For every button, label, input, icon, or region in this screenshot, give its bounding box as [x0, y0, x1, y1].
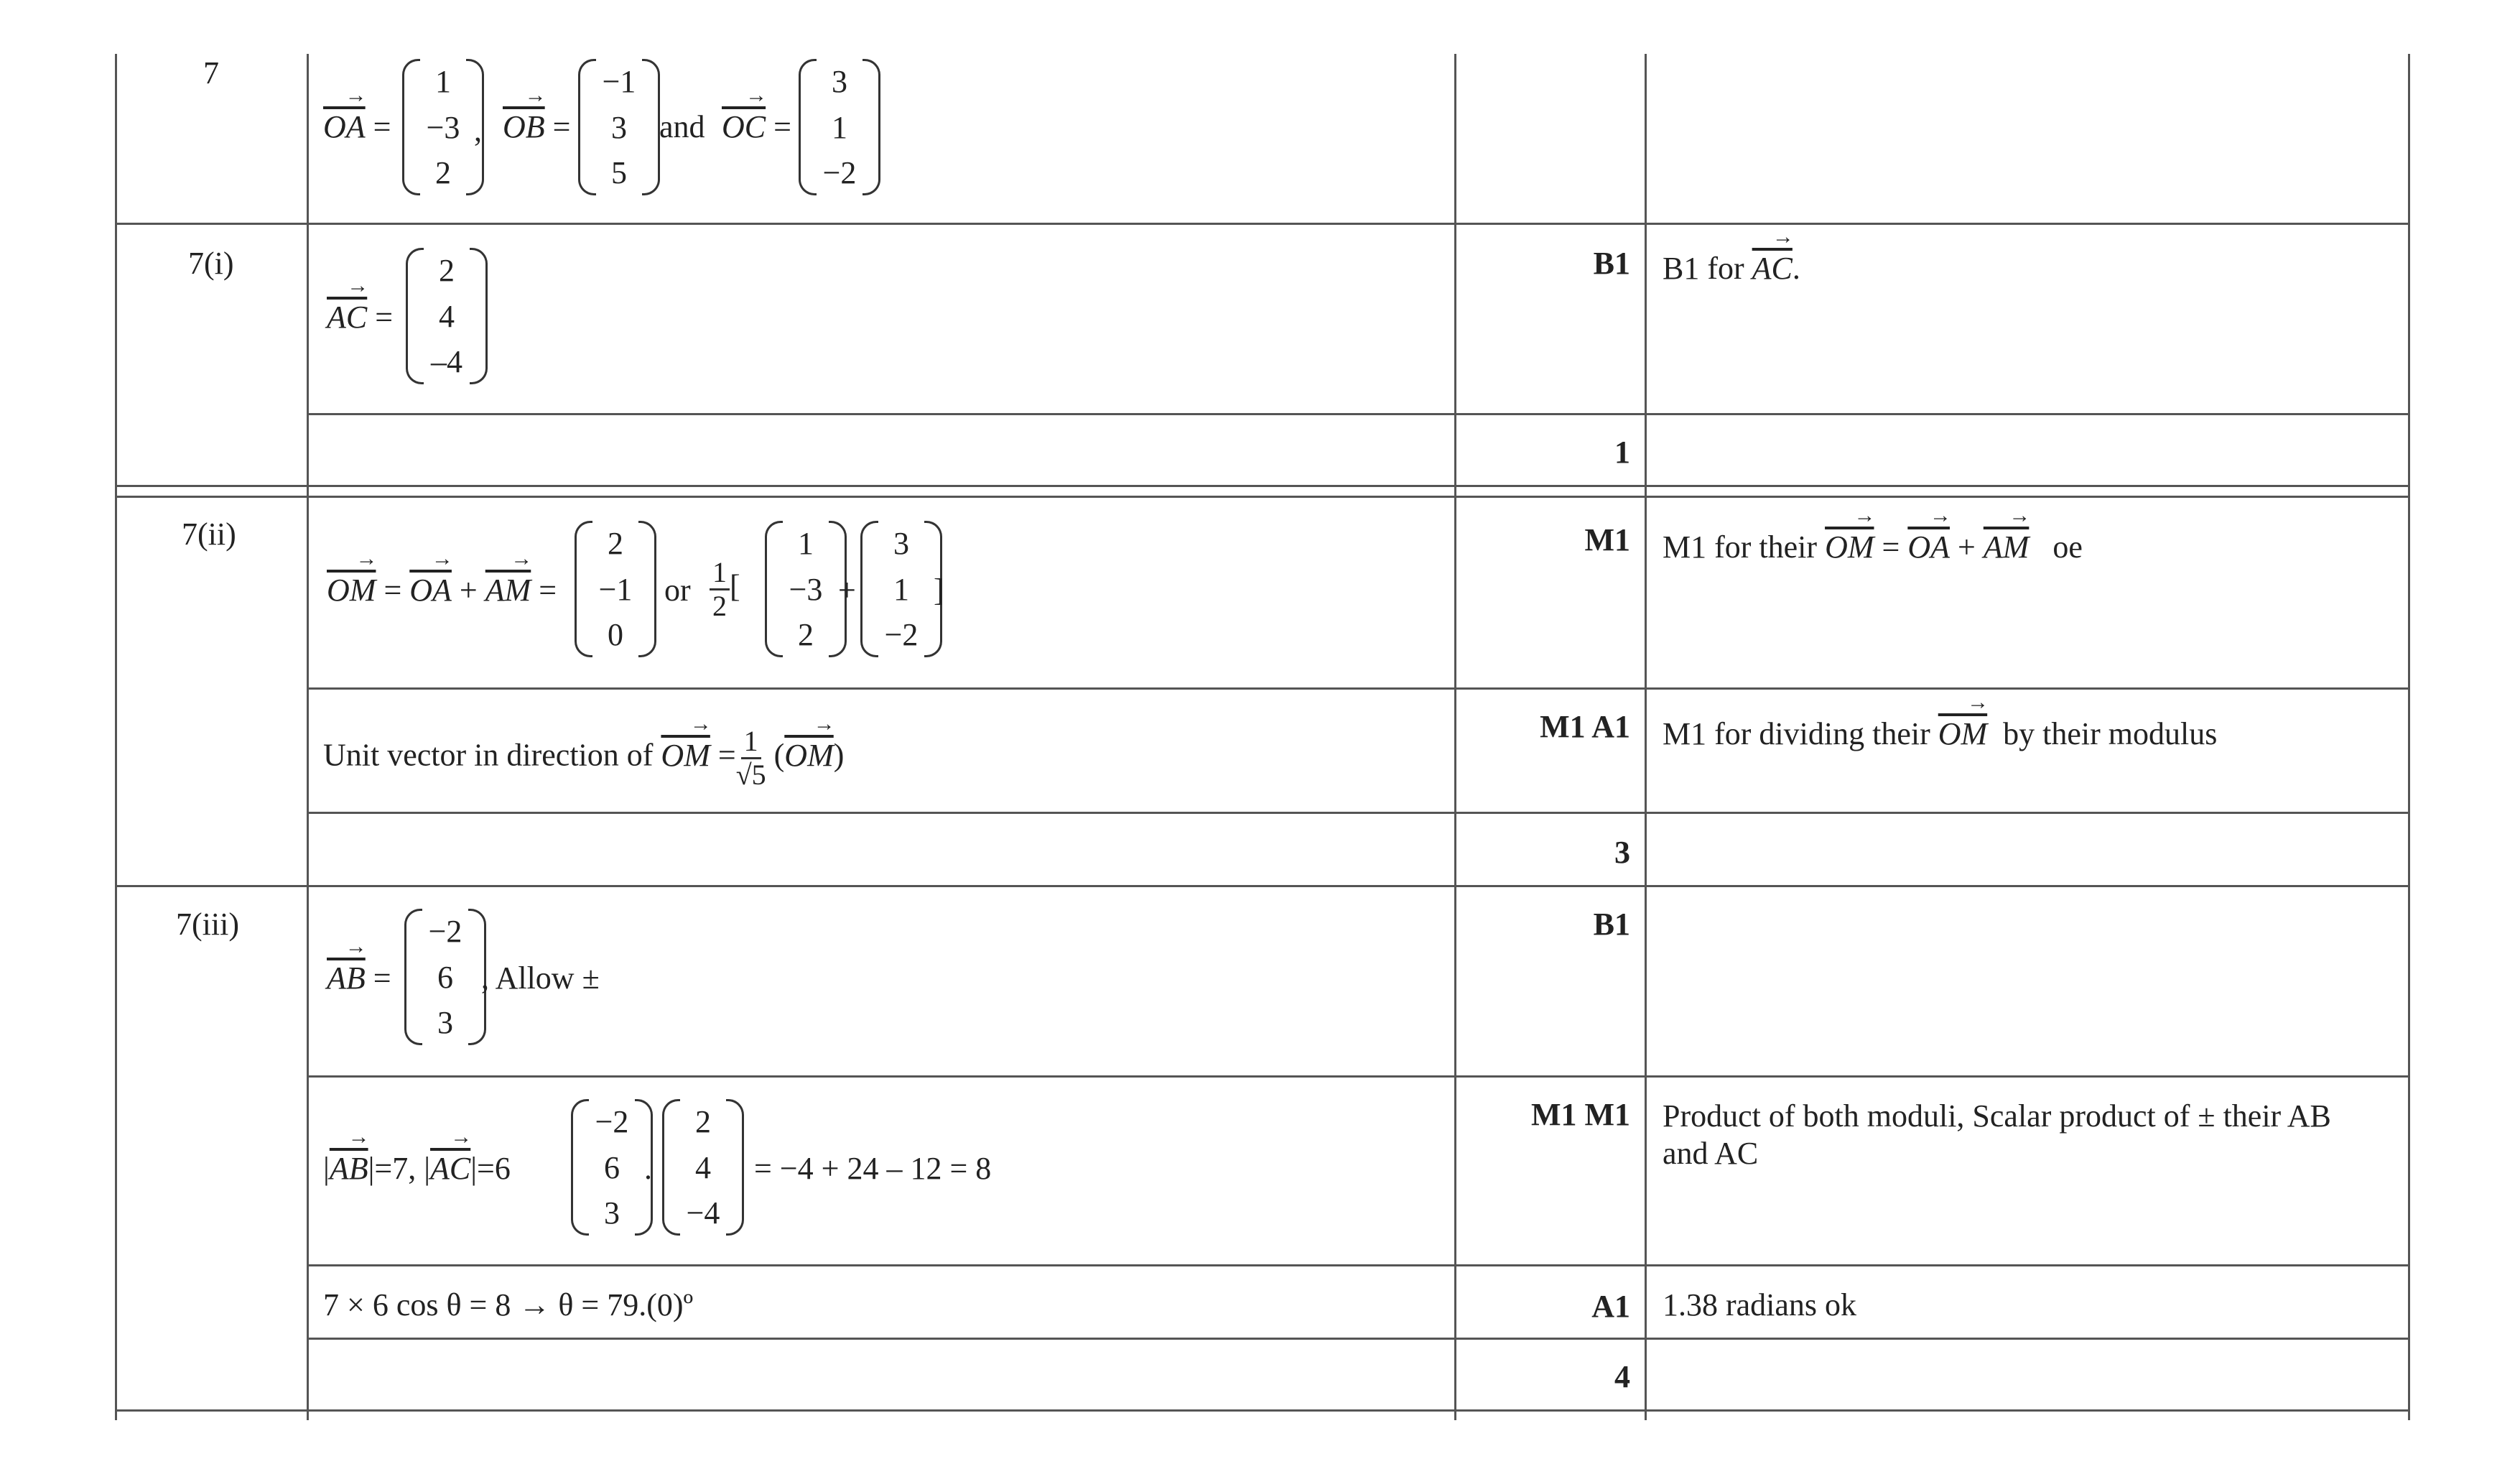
guidance-note: Product of both moduli, Scalar product of ± their AB	[1663, 1098, 2331, 1134]
vector-entry: 3	[604, 1195, 620, 1231]
vector-entry: 3	[832, 64, 847, 99]
vector-entry: −1	[598, 571, 633, 607]
vector-entry: 4	[695, 1149, 711, 1185]
vector-entry: –4	[431, 344, 462, 379]
total-marks: 3	[1614, 835, 1630, 870]
and-word: and	[659, 109, 705, 144]
unit-vector-line: Unit vector in direction of $\overline{OM}$ → = $\frac{1}{√5}$ ($\overline{OM}$ →)	[323, 726, 844, 791]
dot-operator: .	[644, 1151, 652, 1186]
row-divider	[307, 1264, 2410, 1266]
vector-oa-column	[402, 59, 484, 195]
close-bracket: ]	[934, 573, 944, 608]
mark-code: B1	[1593, 246, 1630, 281]
mark-code: B1	[1593, 907, 1630, 942]
vector-entry: 1	[832, 109, 847, 145]
row-divider	[307, 812, 2410, 814]
vector-oc-label: $\overline{OC}$ → =	[722, 111, 791, 143]
total-marks: 1	[1614, 435, 1630, 470]
or-word: or	[664, 573, 691, 608]
row-divider	[115, 223, 2410, 225]
om-equation: $\overline{OM}$ → = $\overline{OA}$ → + $\overline{AM}$ → =	[327, 575, 557, 606]
col-divider	[1454, 54, 1456, 1420]
row-divider	[115, 485, 2410, 487]
vector-entry: −2	[822, 155, 857, 190]
allow-note: , Allow ±	[481, 960, 600, 996]
col-divider	[2408, 54, 2410, 1420]
vector-entry: 2	[798, 617, 814, 652]
vector-ac-column	[406, 248, 488, 384]
vector-ac-name: $\overline{AC}$ →	[327, 300, 367, 335]
vector-entry: 5	[611, 155, 627, 190]
vector-entry: 6	[604, 1149, 620, 1185]
question-label: 7(iii)	[176, 907, 239, 942]
vector-oa-name: $\overline{OA}$ →	[323, 109, 366, 144]
vector-oc-name: $\overline{OC}$ →	[722, 109, 766, 144]
row-divider	[307, 413, 2410, 415]
moduli-line: $|\overline{AB} \to|=7$, $|\overline{AC} \to|=6$	[323, 1153, 511, 1185]
answer-ac: $\overline{AC}$ → =	[327, 302, 393, 333]
dot-result: = −4 + 24 – 12 = 8	[754, 1151, 992, 1186]
row-divider	[307, 1338, 2410, 1340]
dot-vector-a	[571, 1099, 653, 1236]
guidance-note: M1 for dividing their $\overline{OM}$ → by their modulus	[1663, 718, 2217, 750]
vector-entry: 2	[608, 526, 623, 561]
mark-code: A1	[1591, 1289, 1630, 1324]
answer-ab: $\overline{AB}$ → =	[327, 963, 391, 994]
vector-om-column	[575, 521, 656, 657]
col-divider	[307, 54, 309, 1420]
col-divider	[115, 54, 117, 1420]
half-fraction: $\frac{1}{2}$ [	[710, 557, 740, 622]
vector-entry: −2	[428, 914, 462, 949]
vector-ac-name: $\overline{AC}$ →	[1752, 251, 1793, 286]
plus-sign: +	[838, 573, 856, 608]
row-divider	[307, 1075, 2410, 1078]
vector-entry: −2	[884, 617, 919, 652]
total-marks: 4	[1614, 1359, 1630, 1394]
vector-entry: 3	[437, 1005, 453, 1040]
guidance-note: 1.38 radians ok	[1663, 1287, 1857, 1322]
question-label: 7(ii)	[182, 516, 236, 552]
vector-entry: 1	[893, 571, 909, 607]
vector-entry: 2	[695, 1104, 711, 1139]
vector-ob-name: $\overline{OB}$ →	[503, 109, 545, 144]
vector-entry: −1	[602, 64, 636, 99]
vector-entry: 4	[439, 298, 455, 334]
vector-v2-column	[860, 521, 942, 657]
vector-entry: 2	[435, 155, 451, 190]
vector-oc-column	[799, 59, 880, 195]
vector-ab-column	[404, 909, 486, 1045]
vector-entry: 1	[798, 526, 814, 561]
vector-entry: 1	[435, 64, 451, 99]
mark-code: M1 M1	[1530, 1097, 1630, 1132]
guidance-note: M1 for their $\overline{OM}$ → = $\overline{OA}$ → + $\overline{AM}$ → oe	[1663, 532, 2083, 563]
vector-v1-column	[765, 521, 847, 657]
vector-ob-column	[578, 59, 660, 195]
vector-entry: 3	[893, 526, 909, 561]
vector-entry: 3	[611, 109, 627, 145]
mark-code: M1 A1	[1540, 709, 1630, 744]
row-divider	[115, 1409, 2410, 1412]
vector-entry: 6	[437, 959, 453, 995]
vector-entry: −3	[789, 571, 823, 607]
row-divider	[307, 687, 2410, 690]
vector-entry: 0	[608, 617, 623, 652]
question-label: 7(i)	[188, 246, 234, 281]
row-divider	[115, 496, 2410, 498]
separator: ,	[474, 113, 482, 148]
vector-entry: 2	[439, 253, 455, 288]
question-label: 7	[203, 55, 219, 91]
vector-entry: −3	[426, 109, 460, 145]
col-divider	[1645, 54, 1647, 1420]
row-divider	[115, 885, 2410, 887]
vector-ob-label: $\overline{OB}$ → =	[503, 111, 570, 143]
vector-entry: −2	[595, 1104, 629, 1139]
final-angle-line: 7 × 6 cos θ = 8 → θ = 79.(0)º	[323, 1287, 694, 1322]
mark-code: M1	[1584, 522, 1630, 557]
guidance-note: B1 for $\overline{AC}$ →.	[1663, 253, 1800, 284]
given-vectors: $\overline{OA}$ → =	[323, 111, 391, 143]
guidance-note: and AC	[1663, 1136, 1759, 1171]
dot-vector-b	[662, 1099, 744, 1236]
vector-entry: −4	[686, 1195, 720, 1231]
